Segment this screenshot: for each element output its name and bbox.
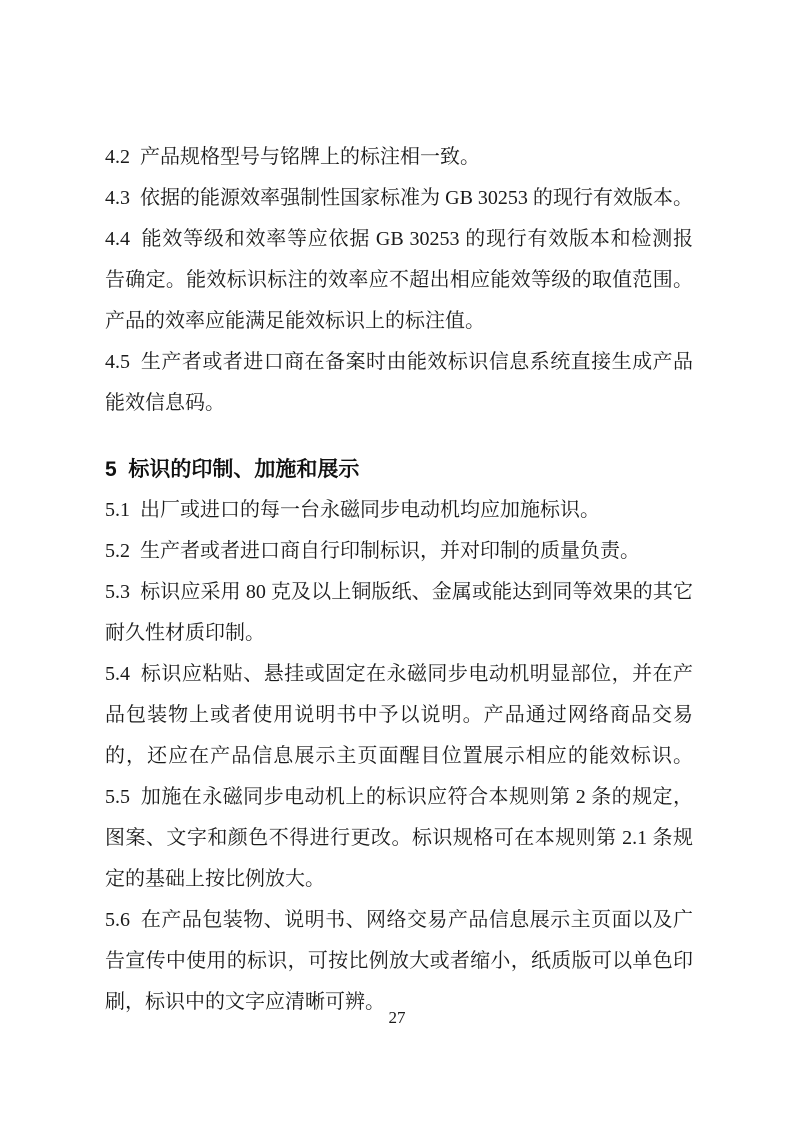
text-line: 刷，标识中的文字应清晰可辨。 bbox=[105, 991, 385, 1013]
page-number: 27 bbox=[388, 1008, 406, 1027]
text-line: 5.4 标识应粘贴、悬挂或固定在永磁同步电动机明显部位，并在产 bbox=[105, 663, 693, 685]
text-line: 定的基础上按比例放大。 bbox=[105, 868, 325, 890]
text-line: 5.6 在产品包装物、说明书、网络交易产品信息展示主页面以及广 bbox=[105, 909, 693, 931]
paragraph bbox=[105, 777, 693, 900]
text-line: 5.2 生产者或者进口商自行印制标识，并对印制的质量负责。 bbox=[105, 540, 640, 562]
text-line: 耐久性材质印制。 bbox=[105, 622, 265, 644]
text-line: 4.3 依据的能源效率强制性国家标准为 GB 30253 的现行有效版本。 bbox=[105, 187, 693, 209]
paragraph bbox=[105, 654, 693, 777]
text-line: 5.5 加施在永磁同步电动机上的标识应符合本规则第 2 条的规定， bbox=[105, 786, 693, 808]
text-line: 4.4 能效等级和效率等应依据 GB 30253 的现行有效版本和检测报 bbox=[105, 228, 693, 250]
document-body bbox=[105, 137, 693, 1023]
text-line: 5.1 出厂或进口的每一台永磁同步电动机均应加施标识。 bbox=[105, 499, 600, 521]
section-heading: 5 标识的印制、加施和展示 bbox=[105, 458, 360, 481]
text-line: 产品的效率应能满足能效标识上的标注值。 bbox=[105, 310, 485, 332]
text-line: 的，还应在产品信息展示主页面醒目位置展示相应的能效标识。 bbox=[105, 745, 693, 767]
text-line: 图案、文字和颜色不得进行更改。标识规格可在本规则第 2.1 条规 bbox=[105, 827, 693, 849]
text-line: 能效信息码。 bbox=[105, 392, 225, 414]
text-line: 告宣传中使用的标识，可按比例放大或者缩小，纸质版可以单色印 bbox=[105, 950, 693, 972]
paragraph bbox=[105, 531, 693, 572]
paragraph bbox=[105, 900, 693, 1023]
paragraph bbox=[105, 178, 693, 219]
text-line: 品包装物上或者使用说明书中予以说明。产品通过网络商品交易 bbox=[105, 704, 693, 726]
page-footer bbox=[0, 1007, 794, 1029]
text-line: 4.2 产品规格型号与铭牌上的标注相一致。 bbox=[105, 146, 480, 168]
paragraph bbox=[105, 219, 693, 342]
paragraph bbox=[105, 342, 693, 424]
text-line: 5.3 标识应采用 80 克及以上铜版纸、金属或能达到同等效果的其它 bbox=[105, 581, 693, 603]
paragraph bbox=[105, 572, 693, 654]
text-line: 告确定。能效标识标注的效率应不超出相应能效等级的取值范围。 bbox=[105, 269, 693, 291]
text-line: 4.5 生产者或者进口商在备案时由能效标识信息系统直接生成产品 bbox=[105, 351, 693, 373]
paragraph bbox=[105, 137, 693, 178]
paragraph bbox=[105, 490, 693, 531]
